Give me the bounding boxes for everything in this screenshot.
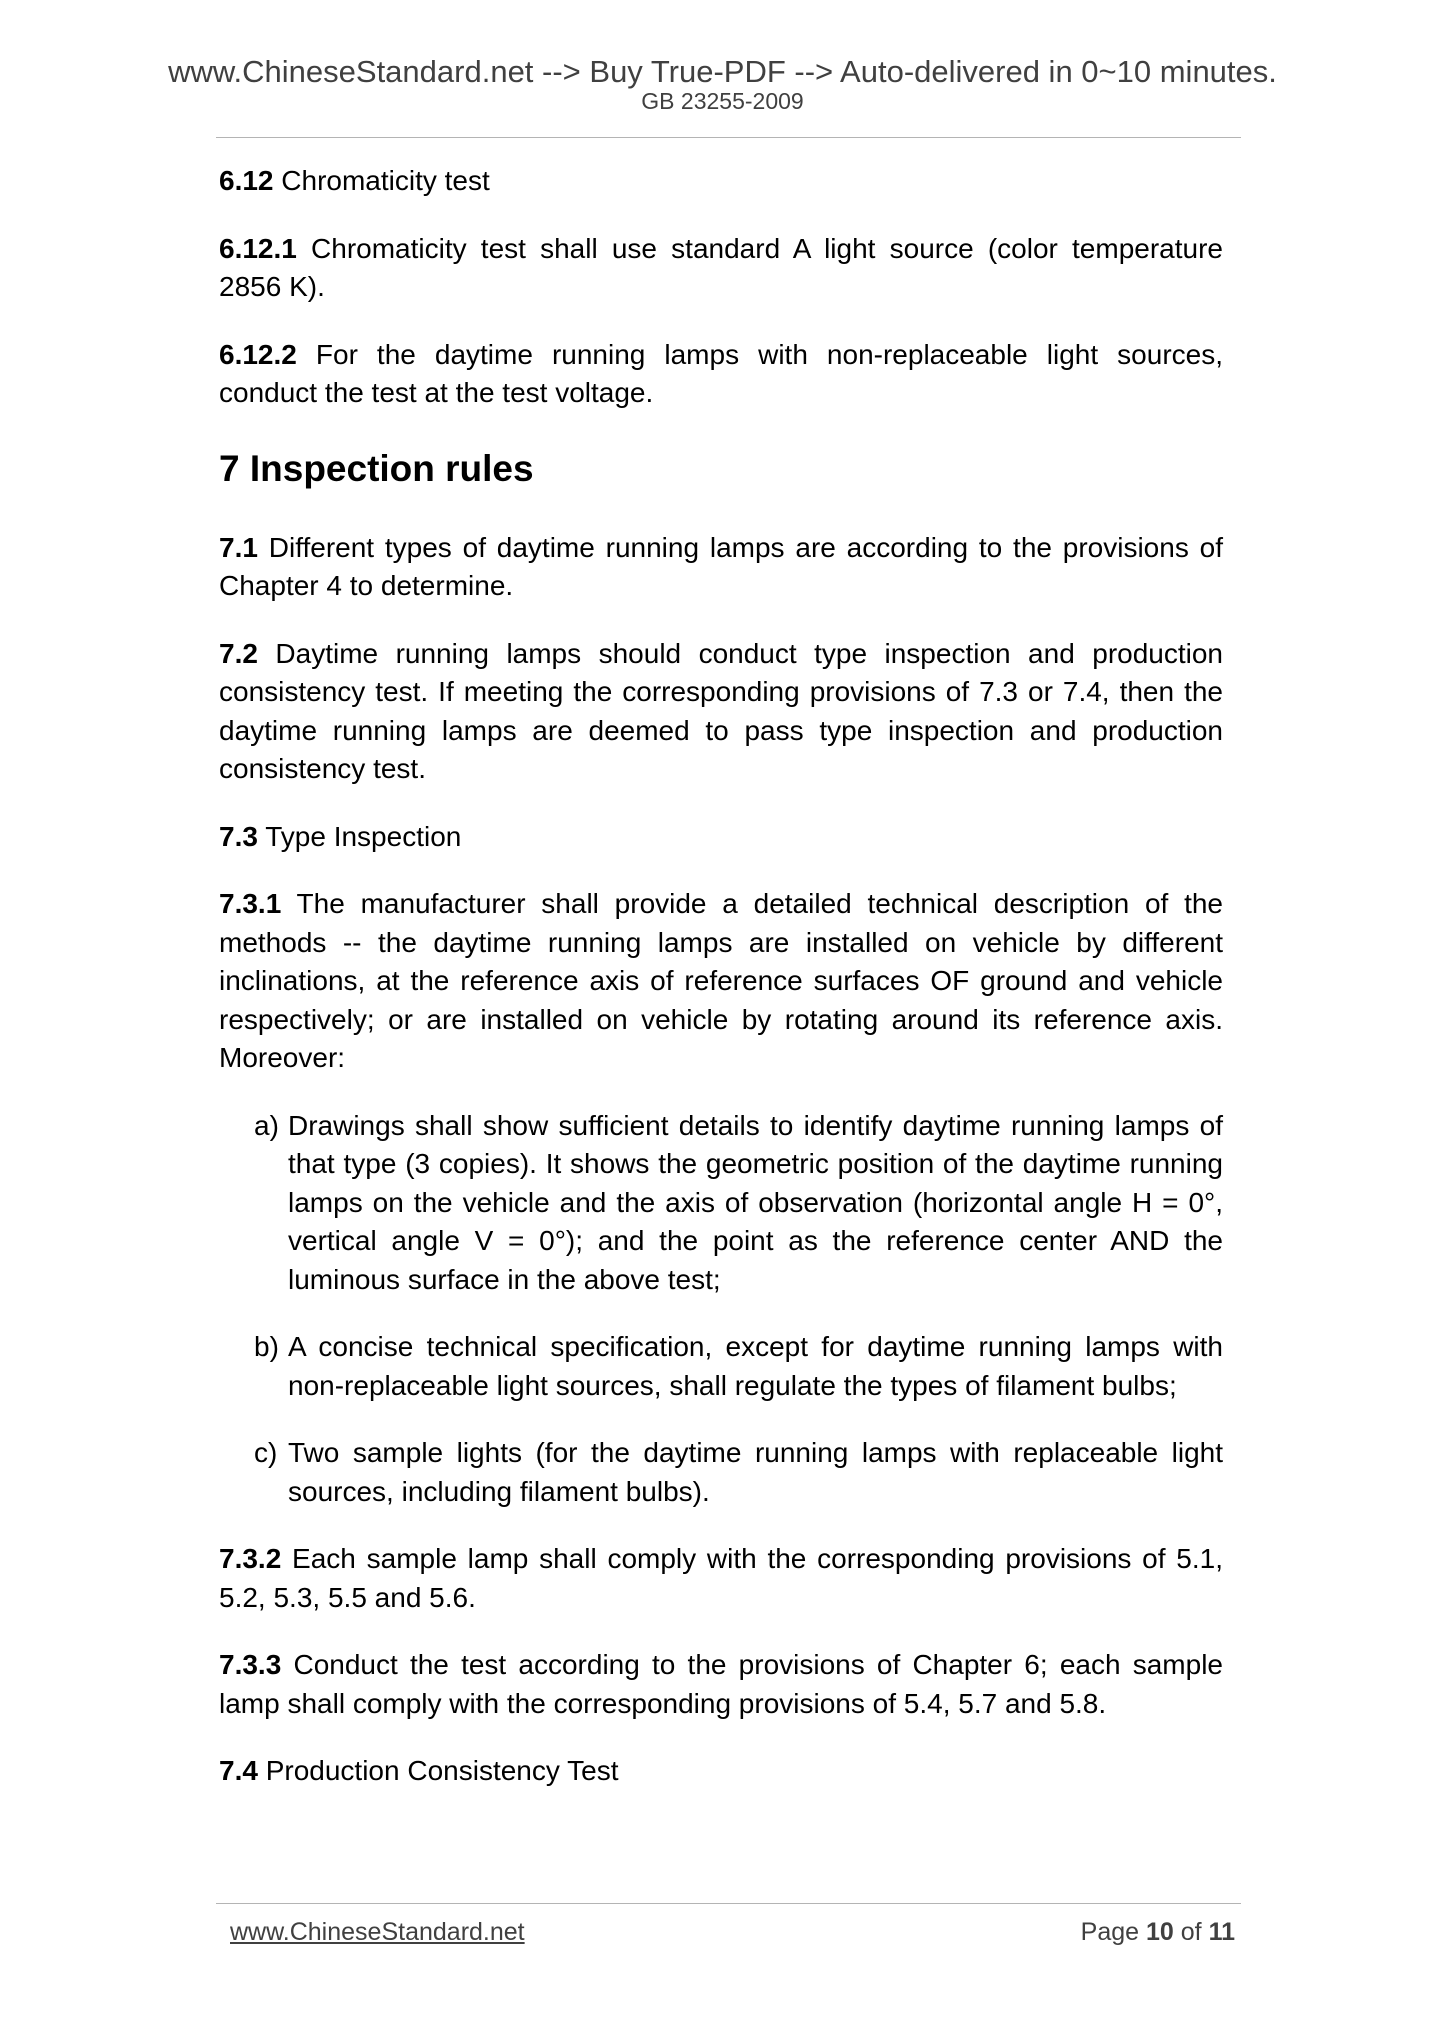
clause-7-3-1 bbox=[219, 885, 1223, 1078]
page-current: 10 bbox=[1146, 1918, 1174, 1946]
clause-text: Daytime running lamps should conduct type inspection and production consistency test. If meeting the corresponding provisions of 7.3 or 7.4, then the daytime running lamps are deemed to pass type inspection and production consistency test. bbox=[219, 637, 1223, 784]
clause-text: Each sample lamp shall comply with the corresponding provisions of 5.1, 5.2, 5.3, 5.5 and 5.6. bbox=[219, 1543, 1223, 1613]
section-7-heading: 7 Inspection rules bbox=[219, 447, 534, 489]
page-indicator bbox=[1081, 1918, 1235, 1947]
list-marker: a) bbox=[254, 1109, 279, 1141]
page-word: Page bbox=[1080, 1918, 1146, 1946]
clause-text: The manufacturer shall provide a detailed technical description of the methods -- the daytime running lamps are installed on vehicle by different inclinations, at the reference axis of reference surfaces OF ground and vehicle respectively; or are installed on vehicle by rotating around its reference axis. Moreover: bbox=[219, 888, 1223, 1073]
list-item-c bbox=[254, 1434, 1223, 1511]
clause-7-2 bbox=[219, 635, 1223, 789]
clause-number: 7.3.2 bbox=[219, 1543, 282, 1574]
list-item-text: A concise technical specification, except for daytime running lamps with non-replaceable light sources, shall regulate the types of filament bulbs; bbox=[288, 1331, 1223, 1401]
clause-7-3-3 bbox=[219, 1646, 1223, 1723]
list-item-text: Drawings shall show sufficient details to identify daytime running lamps of that type (3 copies). It shows the geometric position of the daytime running lamps on the vehicle and the axis of observation (horizontal angle H = 0°, vertical angle V = 0°); and the point as the reference center AND the luminous surface in the above test; bbox=[288, 1109, 1223, 1295]
clause-number: 7.2 bbox=[219, 637, 258, 669]
clause-7-4 bbox=[219, 1752, 1223, 1791]
list-item-a bbox=[254, 1107, 1223, 1300]
header-banner: www.ChineseStandard.net --> Buy True-PDF --> Auto-delivered in 0~10 minutes. bbox=[168, 54, 1277, 89]
clause-text: Chromaticity test shall use standard A light source (color temperature 2856 K). bbox=[219, 232, 1223, 302]
footer-divider bbox=[216, 1903, 1241, 1904]
clause-number: 7.3 bbox=[219, 820, 258, 852]
list-marker: c) bbox=[254, 1437, 278, 1468]
footer-website-link[interactable]: www.ChineseStandard.net bbox=[230, 1918, 525, 1946]
list-item-text: Two sample lights (for the daytime running lamps with replaceable light sources, including filament bulbs). bbox=[288, 1437, 1223, 1507]
clause-text: Conduct the test according to the provisions of Chapter 6; each sample lamp shall comply with the corresponding provisions of 5.4, 5.7 and 5.8. bbox=[219, 1649, 1223, 1719]
clause-number: 7.3.1 bbox=[219, 888, 282, 919]
list-item-b bbox=[254, 1328, 1223, 1405]
clause-text: Type Inspection bbox=[257, 820, 462, 852]
page-of: of bbox=[1173, 1918, 1209, 1946]
clause-number: 7.4 bbox=[219, 1755, 258, 1786]
clause-number: 7.3.3 bbox=[219, 1649, 282, 1680]
clause-7-1 bbox=[219, 529, 1223, 606]
clause-number: 7.1 bbox=[219, 531, 258, 563]
clause-6-12-2 bbox=[219, 336, 1223, 413]
page-total: 11 bbox=[1208, 1918, 1235, 1946]
clause-7-3-2 bbox=[219, 1540, 1223, 1617]
clause-6-12 bbox=[219, 162, 1223, 201]
header-divider bbox=[216, 137, 1241, 138]
clause-7-3 bbox=[219, 818, 1223, 857]
clause-text: Different types of daytime running lamps are according to the provisions of Chapter 4 to determine. bbox=[219, 531, 1223, 601]
clause-number: 6.12.2 bbox=[219, 338, 297, 370]
clause-text: Production Consistency Test bbox=[257, 1755, 619, 1786]
clause-number: 6.12 bbox=[219, 165, 274, 196]
document-body bbox=[219, 162, 1223, 1820]
list-marker: b) bbox=[254, 1331, 279, 1362]
clause-text: Chromaticity test bbox=[273, 165, 490, 196]
clause-text: For the daytime running lamps with non-replaceable light sources, conduct the test at the test voltage. bbox=[219, 338, 1223, 408]
document-code: GB 23255-2009 bbox=[641, 88, 804, 114]
clause-6-12-1 bbox=[219, 230, 1223, 307]
clause-number: 6.12.1 bbox=[219, 232, 297, 264]
